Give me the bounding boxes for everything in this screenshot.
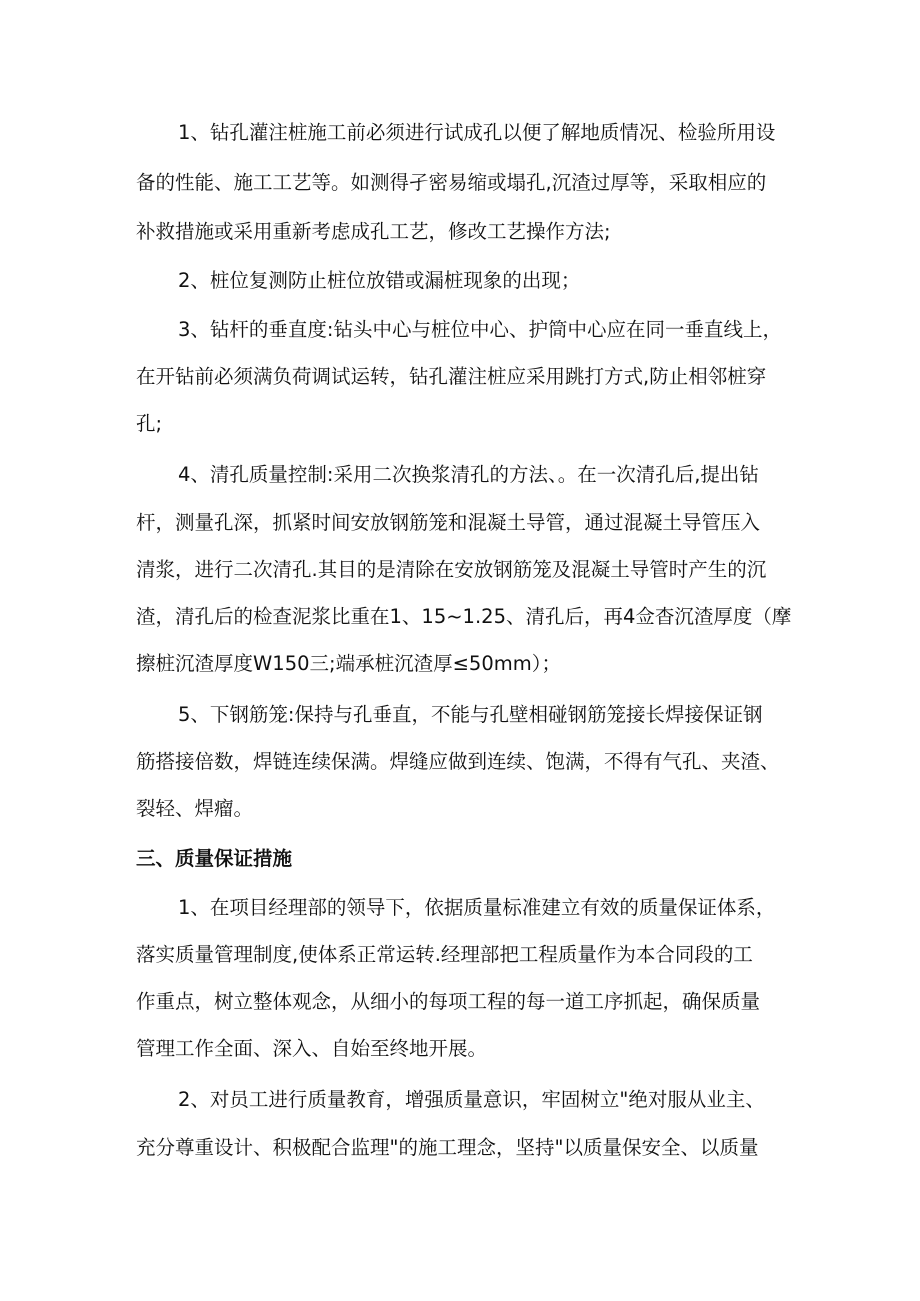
paragraph-line: 裂轻、焊瘤。 [136, 797, 254, 820]
paragraph-line: 筋搭接倍数，焊链连续保满。焊缝应做到连续、饱满，不得有气孔、夹渣、 [136, 750, 780, 773]
paragraph-line: 渣，清孔后的检查泥浆比重在1、15~1.25、清孔后，再4佥杳沉渣厚度（摩 [136, 605, 792, 628]
paragraph-line: 作重点，树立整体观念，从细小的每项工程的每一道工序抓起，确保质量 [136, 990, 761, 1013]
paragraph-line: 清浆，进行二次清孔.其目的是清除在安放钢筋笼及混凝土导管时产生的沉 [136, 558, 767, 581]
paragraph-line: 备的性能、施工工艺等。如测得孑密易缩或塌孔,沉渣过厚等，采取相应的 [136, 171, 767, 194]
paragraph-line: 2、对员工进行质量教育，增强质量意识，牢固树立"绝对服从业主、 [178, 1088, 765, 1111]
paragraph-line: 孔; [136, 412, 163, 435]
paragraph-line: 杆，测量孔深，抓紧时间安放钢筋笼和混凝土导管，通过混凝土导管压入 [136, 511, 761, 534]
paragraph-line: 充分尊重设计、积极配合监理"的施工理念，坚持"以质量保安全、以质量 [136, 1136, 759, 1159]
paragraph-line: 落实质量管理制度,使体系正常运转.经理部把工程质量作为本合同段的工 [136, 943, 753, 966]
paragraph-line: 在开钻前必须满负荷调试运转，钻孔灌注桩应采用跳打方式,防止相邻桩穿 [136, 365, 767, 388]
paragraph-line: 4、清孔质量控制:采用二次换浆清孔的方法、。在一次清孔后,提出钻 [178, 463, 759, 486]
paragraph-line: 2、桩位复测防止桩位放错或漏桩现象的出现； [178, 269, 581, 292]
paragraph-line: 擦桩沉渣厚度W150三;端承桩沉渣厚≤50mm）； [136, 652, 561, 675]
paragraph-line: 5、下钢筋笼:保持与孔垂直，不能与孔壁相碰钢筋笼接长焊接保证钢 [178, 703, 763, 726]
paragraph-line: 3、钻杆的垂直度:钻头中心与桩位中心、护筒中心应在同一垂直线上， [178, 318, 782, 341]
section-heading: 三、质量保证措施 [136, 847, 293, 870]
paragraph-line: 补救措施或采用重新考虑成孔工艺，修改工艺操作方法; [136, 220, 611, 243]
paragraph-line: 1、在项目经理部的领导下，依据质量标准建立有效的质量保证体系， [178, 896, 776, 919]
paragraph-line: 管理工作全面、深入、自始至终地开展。 [136, 1037, 488, 1060]
paragraph-line: 1、钻孔灌注桩施工前必须进行试成孔以便了解地质情况、检验所用设 [178, 121, 776, 144]
